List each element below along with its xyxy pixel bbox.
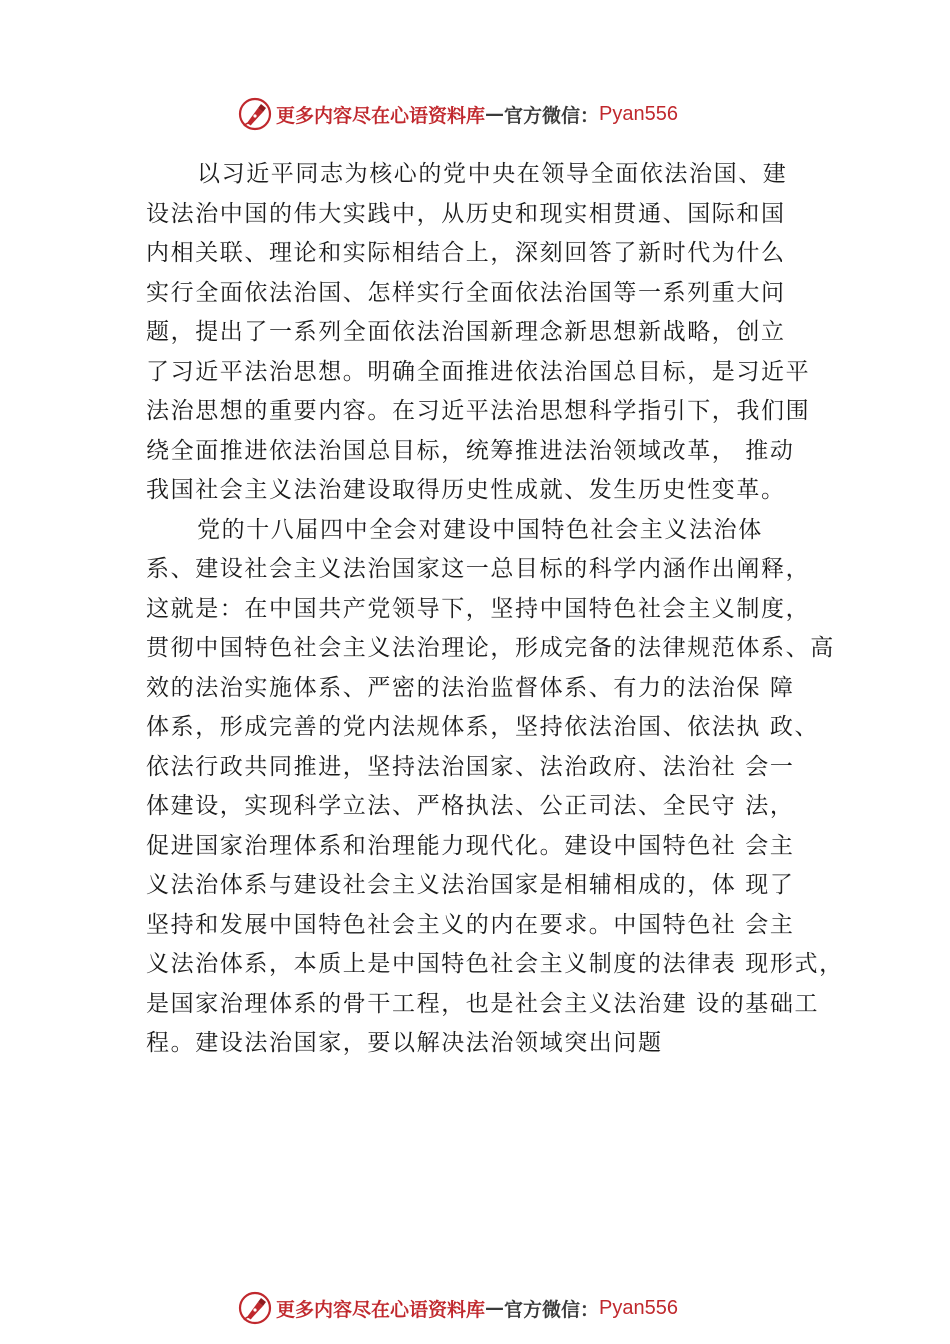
text-line: 坚持和发展中国特色社会主义的内在要求。中国特色社 会主 bbox=[146, 911, 795, 938]
text-line: 程。建设法治国家，要以解决法治领域突出问题 bbox=[146, 1030, 663, 1056]
text-line: 贯彻中国特色社会主义法治理论，形成完备的法律规范体系、高 bbox=[146, 635, 835, 661]
text-line: 效的法治实施体系、严密的法治监督体系、有力的法治保 障 bbox=[146, 674, 795, 701]
header-wechat-id: Pyan556 bbox=[599, 102, 678, 125]
footer-separator: — bbox=[485, 1297, 505, 1319]
header-separator: — bbox=[485, 103, 505, 125]
text-line: 党的十八届四中全会对建设中国特色社会主义法治体 bbox=[197, 516, 763, 543]
text-line: 体建设，实现科学立法、严格执法、公正司法、全民守 法， bbox=[146, 793, 795, 819]
text-line: 以习近平同志为核心的党中央在领导全面依法治国、建 bbox=[197, 161, 788, 187]
text-line: 内相关联、理论和实际相结合上，深刻回答了新时代为什么 bbox=[146, 240, 786, 266]
text-line: 促进国家治理体系和治理能力现代化。建设中国特色社 会主 bbox=[146, 832, 795, 859]
footer-wechat-label: 官方微信： bbox=[504, 1298, 600, 1321]
text-line: 我国社会主义法治建设取得历史性成就、发生历史性变革。 bbox=[146, 477, 786, 503]
text-line: 题，提出了一系列全面依法治国新理念新思想新战略，创立 bbox=[146, 319, 786, 345]
text-line: 设法治中国的伟大实践中，从历史和现实相贯通、国际和国 bbox=[146, 200, 786, 227]
header-wechat-label: 官方微信： bbox=[504, 104, 600, 127]
footer-wechat-id: Pyan556 bbox=[599, 1296, 678, 1319]
header-brand-text: 更多内容尽在心语资料库 bbox=[276, 104, 486, 127]
text-line: 法治思想的重要内容。在习近平法治思想科学指引下，我们围 bbox=[146, 398, 811, 424]
document-body bbox=[146, 155, 846, 1064]
text-line: 这就是：在中国共产党领导下，坚持中国特色社会主义制度， bbox=[146, 595, 811, 622]
footer-banner bbox=[238, 1290, 678, 1326]
text-line: 依法行政共同推进，坚持法治国家、法治政府、法治社 会一 bbox=[146, 753, 795, 780]
text-line: 实行全面依法治国、怎样实行全面依法治国等一系列重大问 bbox=[146, 279, 786, 306]
text-line: 系、建设社会主义法治国家这一总目标的科学内涵作出阐释， bbox=[146, 556, 811, 582]
pen-nib-logo-icon bbox=[238, 1291, 272, 1325]
header-banner bbox=[238, 96, 678, 132]
text-line: 了习近平法治思想。明确全面推进依法治国总目标，是习近平 bbox=[146, 358, 811, 385]
text-line: 是国家治理体系的骨干工程，也是社会主义法治建 设的基础工 bbox=[146, 990, 820, 1017]
text-line: 体系，形成完善的党内法规体系，坚持依法治国、依法执 政、 bbox=[146, 714, 820, 740]
text-line: 义法治体系，本质上是中国特色社会主义制度的法律表 现形式， bbox=[146, 951, 844, 977]
text-line: 义法治体系与建设社会主义法治国家是相辅相成的，体 现了 bbox=[146, 872, 795, 898]
pen-nib-logo-icon bbox=[238, 97, 272, 131]
footer-brand-text: 更多内容尽在心语资料库 bbox=[276, 1298, 486, 1321]
text-line: 绕全面推进依法治国总目标，统筹推进法治领域改革， 推动 bbox=[146, 437, 795, 464]
